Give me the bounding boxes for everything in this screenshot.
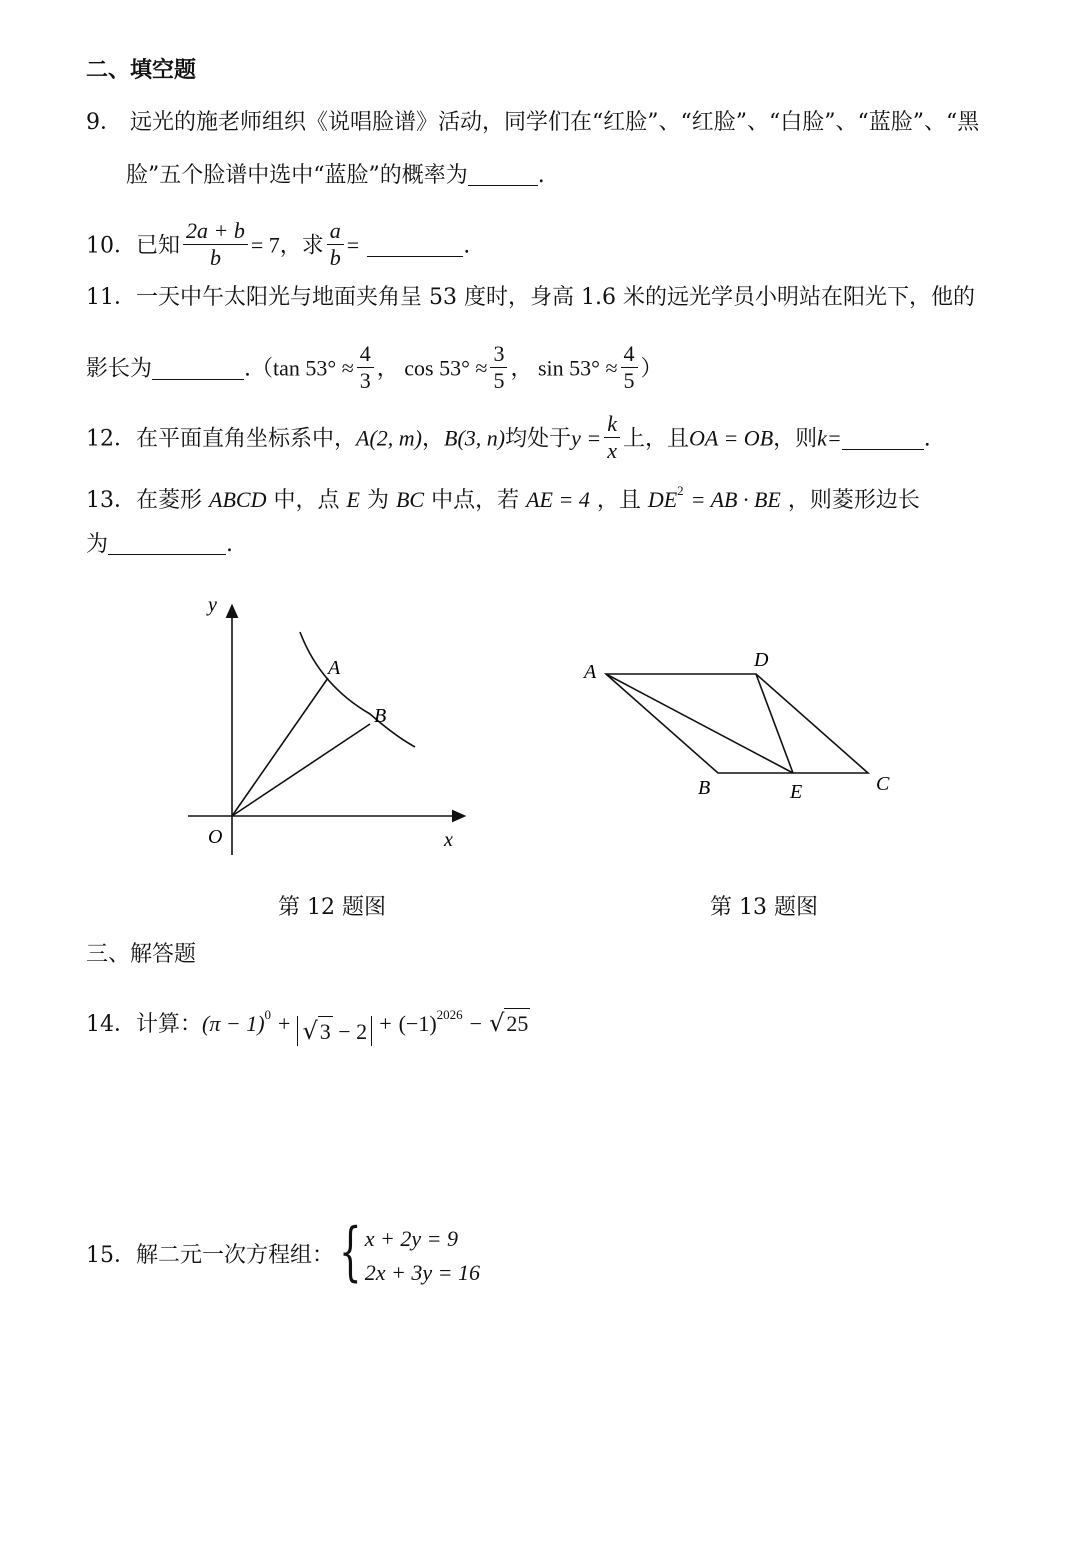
ae-equals-4: AE = 4 <box>526 487 590 512</box>
term-pi-exponent: 0 <box>264 1007 272 1022</box>
cos-53-label: ， cos 53° ≈ <box>376 355 488 381</box>
question-10-eq2: = <box>346 232 360 258</box>
question-12-sep: ， <box>422 426 445 452</box>
figure-13-caption: 第 13 题图 <box>710 895 818 920</box>
question-15 <box>86 1215 480 1290</box>
question-11-text-2: 影长为 <box>86 356 153 382</box>
label-c: C <box>876 773 890 795</box>
question-14-pre: 计算： <box>136 1012 203 1037</box>
label-b: B <box>374 705 387 727</box>
answer-blank-11[interactable] <box>152 357 244 380</box>
rhombus-abcd: ABCD <box>209 487 267 512</box>
section-heading-solve: 三、解答题 <box>86 942 197 967</box>
section-heading-fill-in: 二、填空题 <box>86 58 197 83</box>
plus-sign-2: + <box>379 1011 392 1036</box>
question-10-pre: 已知 <box>136 233 181 259</box>
equation-1: x + 2y = 9 <box>364 1226 458 1251</box>
question-13-end: . <box>226 532 234 557</box>
question-11-number: 11． <box>86 285 136 310</box>
question-9-number: 9． <box>86 110 122 135</box>
answer-blank-13[interactable] <box>108 532 226 555</box>
fraction-k-over-x: $\frac{k}{x}$ <box>604 411 620 464</box>
segment-ob <box>232 724 370 816</box>
question-13-text-a: 在菱形 <box>136 488 203 513</box>
question-10-end: . <box>463 233 471 259</box>
rhombus-abcd-shape <box>606 674 868 773</box>
system-brace: { <box>339 1215 362 1289</box>
answer-blank-12[interactable] <box>842 427 924 450</box>
figure-12-caption: 第 12 题图 <box>278 895 386 920</box>
term-minus-1-exponent: 2026 <box>436 1007 463 1022</box>
de-exponent: 2 <box>677 483 684 498</box>
segment-bc: BC <box>395 487 425 512</box>
question-13-text-d: 中点，若 <box>431 488 520 513</box>
label-o: O <box>208 826 223 848</box>
fraction-4-over-5: $\frac{4}{5}$ <box>621 341 638 394</box>
question-10 <box>86 220 470 273</box>
question-11-line-2 <box>86 343 663 396</box>
question-12-then: ，则 <box>773 426 818 452</box>
label-d: D <box>754 649 769 671</box>
question-15-number: 15． <box>86 1243 136 1268</box>
label-e: E <box>790 781 803 803</box>
hyperbola-curve <box>300 632 415 747</box>
tan-53-label: tan 53° ≈ <box>273 355 354 381</box>
ab-times-be: = AB · BE <box>690 487 781 512</box>
segment-de <box>756 674 793 773</box>
question-13-number: 13． <box>86 488 136 513</box>
question-14 <box>86 1000 530 1046</box>
question-9-end: . <box>537 163 545 188</box>
term-minus-1: (−1) <box>398 1011 437 1036</box>
question-10-eq1: = 7，求 <box>250 232 324 258</box>
fraction-2a-plus-b-over-b: $\frac{2a + b}{b}$ <box>183 218 248 271</box>
question-9-text-1: 远光的施老师组织《说唱脸谱》活动，同学们在“红脸”、“红脸”、“白脸”、“蓝脸”、“黑 <box>130 110 980 135</box>
function-y-equals: y = <box>571 425 602 451</box>
fraction-4-over-3: $\frac{4}{3}$ <box>357 341 374 394</box>
term-pi-minus-1: (π − 1) <box>202 1011 265 1036</box>
label-y: y <box>208 594 217 616</box>
minus-sign: − <box>469 1011 483 1036</box>
question-13-text-2: 为 <box>86 532 109 557</box>
sin-53-label: ， sin 53° ≈ <box>510 355 618 381</box>
question-13-text-b: 中，点 <box>273 488 340 513</box>
point-b-coords: B(3, n) <box>444 425 506 451</box>
question-13-line-2 <box>86 530 233 560</box>
fraction-3-over-5: $\frac{3}{5}$ <box>490 341 507 394</box>
absolute-value-term: √3 − 2 <box>297 1016 372 1046</box>
question-12-end: . <box>923 426 931 452</box>
question-12-pre: 在平面直角坐标系中， <box>136 426 357 452</box>
plus-sign-1: + <box>278 1011 291 1036</box>
question-14-number: 14． <box>86 1012 136 1037</box>
figure-13-diagram <box>570 640 910 810</box>
label-a: A <box>328 657 341 679</box>
point-e: E <box>346 487 360 512</box>
radicand-25: 25 <box>504 1008 530 1039</box>
question-11-text-1: 一天中午太阳光与地面夹角呈 53 度时，身高 1.6 米的远光学员小明站在阳光下，他的 <box>136 285 975 310</box>
question-12 <box>86 413 931 466</box>
question-11-paren-open: .（ <box>244 356 274 382</box>
question-12-after: 上，且 <box>623 426 690 452</box>
label-a: A <box>584 661 597 683</box>
question-11-line-1 <box>86 283 975 313</box>
question-15-pre: 解二元一次方程组： <box>136 1243 335 1268</box>
oa-equals-ob: OA = OB <box>689 425 774 451</box>
question-13-text-c: 为 <box>366 488 389 513</box>
label-b: B <box>698 777 711 799</box>
radical-sign: √ <box>489 1009 505 1037</box>
question-13-text-f: ，则菱形边长 <box>787 488 920 513</box>
answer-blank-10[interactable] <box>367 234 463 257</box>
point-a-coords: A(2, m) <box>356 425 422 451</box>
answer-blank-9[interactable] <box>468 163 538 186</box>
segment-oa <box>232 678 328 816</box>
k-variable: k= <box>817 425 842 451</box>
figure-12-diagram <box>180 590 480 870</box>
question-12-mid: 均处于 <box>505 426 572 452</box>
question-9-line-2 <box>126 161 545 191</box>
question-9-text-2: 脸”五个脸谱中选中“蓝脸”的概率为 <box>126 163 468 188</box>
equation-2: 2x + 3y = 16 <box>364 1260 480 1285</box>
question-10-number: 10． <box>86 233 136 259</box>
equation-system <box>365 1222 480 1290</box>
question-9-line-1 <box>86 108 979 138</box>
fraction-a-over-b: $\frac{a}{b}$ <box>327 218 344 271</box>
question-13-line-1 <box>86 476 920 516</box>
label-x: x <box>444 829 453 851</box>
de-term: DE <box>647 487 678 512</box>
segment-ae <box>606 674 793 773</box>
question-11-paren-close: ） <box>640 356 663 382</box>
question-13-text-e: ，且 <box>596 488 641 513</box>
question-12-number: 12． <box>86 426 136 452</box>
